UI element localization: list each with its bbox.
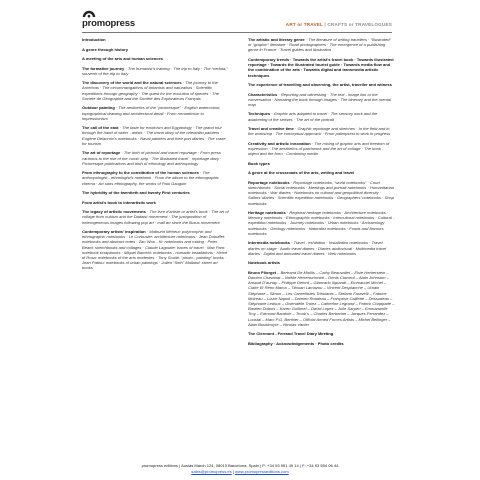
toc-subtopics: · Graphic reportage and sketches · In the field and in the workshop · The conceptual approach · From palimpsest to work in progress (248, 126, 391, 137)
toc-heading: Notebook artists (248, 260, 280, 266)
toc-heading: Introduction (82, 37, 106, 42)
toc-entry (82, 200, 229, 205)
header-rule (82, 32, 392, 33)
logo-wordmark: promopress (82, 18, 135, 29)
toc-subtopics: · The anthropologist - ethnologist’s notebook · From the album to the ethnographic cinema · Art sans ethnography, the works of Paul Gauguin (82, 170, 219, 186)
toc-subtopics: · The birth of pictorial and travel reportage · From press cartoons to the rise of the comic strip · The illustrated travel · reportage diary · Picturesque publications and birth of ethnology and anthropology (82, 150, 222, 166)
footer-address: promopress editions | Ausiàs March 124, 08013 Barcelona, Spain | P: +34 93 551 49 14 | F: +34 93 554 06 44 (141, 463, 339, 468)
toc-subtopics: – Bertrand De Miollis – Cathy Beauvallet – Elsie Herberstein – Damien Chavanat – Noëlle Herrenschmidt – Denis Clavreul – Alain Johnston – Arnaud D’aunay – Philippe Delord – Giancarlo Iliprandi – Emmanuel Michel – Claire Et Reno Marca – Titouan Lamazou – Vincent Desplanche – Urbain Stéphane – Simon – Les Carnettistes Tribulants – Stefano Faravelli – Fabrice Moireau – Lizzie Napoli – Damien Roudeau – Françoise Caillette – Dessudeau – Stéphanie Ledoux – Gwénaëlle Trolez – Catherine Legrand – Patrick Chappatte – Bastien Dubois – Karen Guillorel – David Lopez – Julie Sarperi – Emmanuelle Troy – Edmond Baudoin – Troub’s – Charles Berberian – Jacques Ferrandez – Loustal – Marc P.G. Berthier – Official Armed Forces Artists – Michel Bellinger – Alain Bouldouyre – Nicolas Vanier (248, 269, 395, 327)
toc-entry (82, 209, 229, 225)
toc-heading: The Clermont - Ferrand Travel Diary Meeting (248, 331, 334, 337)
toc-heading: Characteristics (248, 91, 278, 97)
toc-heading: The discovery of the world and the natural sciences (82, 80, 182, 86)
toc-heading: The artistic and literary genre (248, 37, 305, 42)
toc-heading: The call of the east (82, 125, 119, 131)
toc-entry (248, 126, 395, 136)
toc-heading: The formative journey (82, 65, 125, 71)
toc-entry (248, 260, 395, 265)
toc-entry (82, 190, 229, 195)
footer-links (0, 469, 480, 475)
toc-entry (82, 66, 229, 76)
toc-entry (82, 80, 229, 101)
tagline-accent: ART or TRAVEL (285, 22, 323, 27)
toc-entry (248, 341, 395, 346)
toc-heading: Book types (248, 160, 270, 166)
toc-heading: A meeting of the arts and human sciences (82, 56, 164, 61)
toc-entry (82, 56, 229, 61)
toc-entry (248, 82, 395, 87)
toc-heading: A genre at the crossroads of the arts, writing and travel (248, 170, 355, 176)
toc-entry (248, 180, 395, 206)
toc-entry (82, 170, 229, 186)
toc-heading: Outdoor painting (82, 105, 115, 111)
toc-entry (82, 47, 229, 52)
toc-entry (248, 331, 395, 336)
page-footer (0, 463, 480, 475)
toc-heading: Creativity and artistic innovation (248, 140, 311, 146)
toc-subtopics: · Reportage notebooks, “world notebooks” · Court sketchbooks · Social notebooks · Meetings and portrait notebooks · Humanitarian notebooks · War diaries · Notebooks on cultural and geopolitical diversity · Sailors’ diaries · Scientific expedition notebooks · Geographers’ notebooks · Shop notebooks (248, 179, 394, 206)
toc-subtopics: · The literature of writing travellers · “Illustrated” or “graphic” literature · Road photographers · The emergence of a publishing genre in France · Travel guides and illustration (248, 37, 391, 53)
toc-heading: The experience of travelling and observing, the artist, traveller and witness (248, 82, 392, 88)
toc-entry (248, 240, 395, 256)
toc-entry (248, 141, 395, 157)
series-tagline (286, 22, 392, 27)
toc-subtopics: · Graphic arts adapted to travel · The sensory work and the awakening of the senses · The art of the portrait (248, 111, 378, 122)
toc-entry (82, 105, 229, 121)
toc-heading: Contemporary artists’ inspiration (82, 229, 146, 235)
left-column (82, 37, 229, 275)
toc-subtopics: · The humanist’s training · The trip to Italy · The “veduta,” souvenir of the trip to Italy (82, 65, 228, 76)
toc-heading: Bibliography · Acknowledgements · Photo credits (248, 340, 344, 346)
toc-heading: The hybridity of the twentieth and twenty First centuries (82, 190, 190, 196)
toc-heading: Contemporary trends · Towards the artist’s travel book · Towards illustrated reportage · Towards the illustrated tourist guide · Towards media flow and the combination of the arts · Towards digital and transmedia artistic techniques (248, 56, 394, 78)
toc-heading: Travel and creative time (248, 126, 294, 132)
toc-entry (248, 37, 395, 53)
footer-separator: | (231, 469, 235, 474)
toc-heading: Techniques (248, 111, 271, 117)
toc-entry (248, 92, 395, 108)
promopress-logo-icon (82, 9, 96, 18)
toc-entry (82, 229, 229, 271)
footer-web-link[interactable]: www.promopresseditions.com (234, 469, 289, 474)
toc-subtopics: · Mathurin Méheut: polymorphic and ethnographic notebooks · Le Corbusier: architecture notebooks · Jean Dubuffet: notebooks and abstract notes · Zao Wou - Ki: notebooks and mixing · Peter Beard: sketchbooks and collages · Claude Lagoutte: traces of travel · Max Pam: notebook scrapbooks · Miquel Barceló: notebooks - nomadic installations · Hervé di Rosa: notebooks of the arts modestes · Tony Soulié: “photo - painting” books · Jean Pattou: notebooks of urban paintings · Julien “Seth” Malland: street art books (82, 229, 228, 271)
toc-entry (82, 125, 229, 146)
toc-entry (248, 270, 395, 327)
toc-entry (82, 150, 229, 166)
toc-entry (248, 210, 395, 236)
tagline-separator: | (322, 22, 328, 27)
toc-heading: Bruno Pilorget (248, 269, 277, 275)
toc-heading: Reportage notebooks (248, 179, 290, 185)
toc-entry (82, 37, 229, 42)
toc-heading: A genre through history (82, 46, 128, 52)
toc-subtopics: · Regional heritage notebooks · Architecture notebooks · Memory notebooks · Ethnographic notebooks · Intercultural notebooks · Cultural - expedition notebooks · Journey notebooks · Urban notebooks · Archaeology notebooks · Geology notebooks · Naturalist notebooks · Foods and flavours notebooks (248, 210, 395, 236)
toc-subtopics: · The taste for exoticism and Egyptology · The grand tour through the hand of writer - artists · The travel diary of the orientalist painters · Eugène Delacroix’s notebooks · Naval painters and their port diaries · The craze for tourism (82, 125, 226, 146)
toc-heading: From ethnography to the constitution of the human sciences (82, 170, 199, 176)
toc-heading: The legacy of artistic movements (82, 209, 146, 215)
toc-subtopics: · The journey to the Americas · The circumnavigations of botanists and naturalists · Scientific expeditions through geography · The quest for the evolution of species · The Société de Géographie and the Société des Explorateurs Français (82, 80, 220, 101)
toc-subtopics: · The mixing of graphic arts and freedom of expression · The aesthetics of patchwork and the art of collage · The book - object and the form · Combining media (248, 140, 390, 157)
toc-heading: Heritage notebooks (248, 210, 286, 216)
footer-email-link[interactable]: sales@promopress.es (191, 469, 232, 474)
toc-entry (248, 57, 395, 78)
page-header (82, 8, 392, 30)
toc-subtopics: · Travel - exhibition · Installation notebooks · Travel diaries on stage · Audio travel diaries · Diaries audiovisual · Multimedia travel diaries · Digital and animated travel diaries · Web notebooks (248, 240, 387, 256)
toc-heading: Intermedia notebooks (248, 240, 291, 246)
toc-subtopics: · The livre d’artiste or artist’s book · The art of collage from cubism and the Dadaist movement · The juxtaposition of heterogeneous images following pop art · mail art since the fluxus movement (82, 209, 229, 225)
toc-entry (248, 161, 395, 166)
toc-entry (248, 170, 395, 175)
toc-heading: From artist’s book to interartistic work (82, 199, 156, 205)
tagline-rest: CRAFTS or TRAVELOGUES (327, 22, 392, 27)
toc-entry (248, 111, 395, 121)
toc-subtopics: · The aesthetics of the “picturesque” · English watercolour, topographical drawing and architectural detail · From romanticism to impressionism (82, 105, 221, 121)
right-column (248, 37, 395, 350)
toc-subtopics: · Reporting and witnessing · The text - image link or the conversation · Narrating the book through images · The itinerary and the mental map (248, 91, 391, 107)
toc-heading: The art of reportage (82, 150, 121, 156)
